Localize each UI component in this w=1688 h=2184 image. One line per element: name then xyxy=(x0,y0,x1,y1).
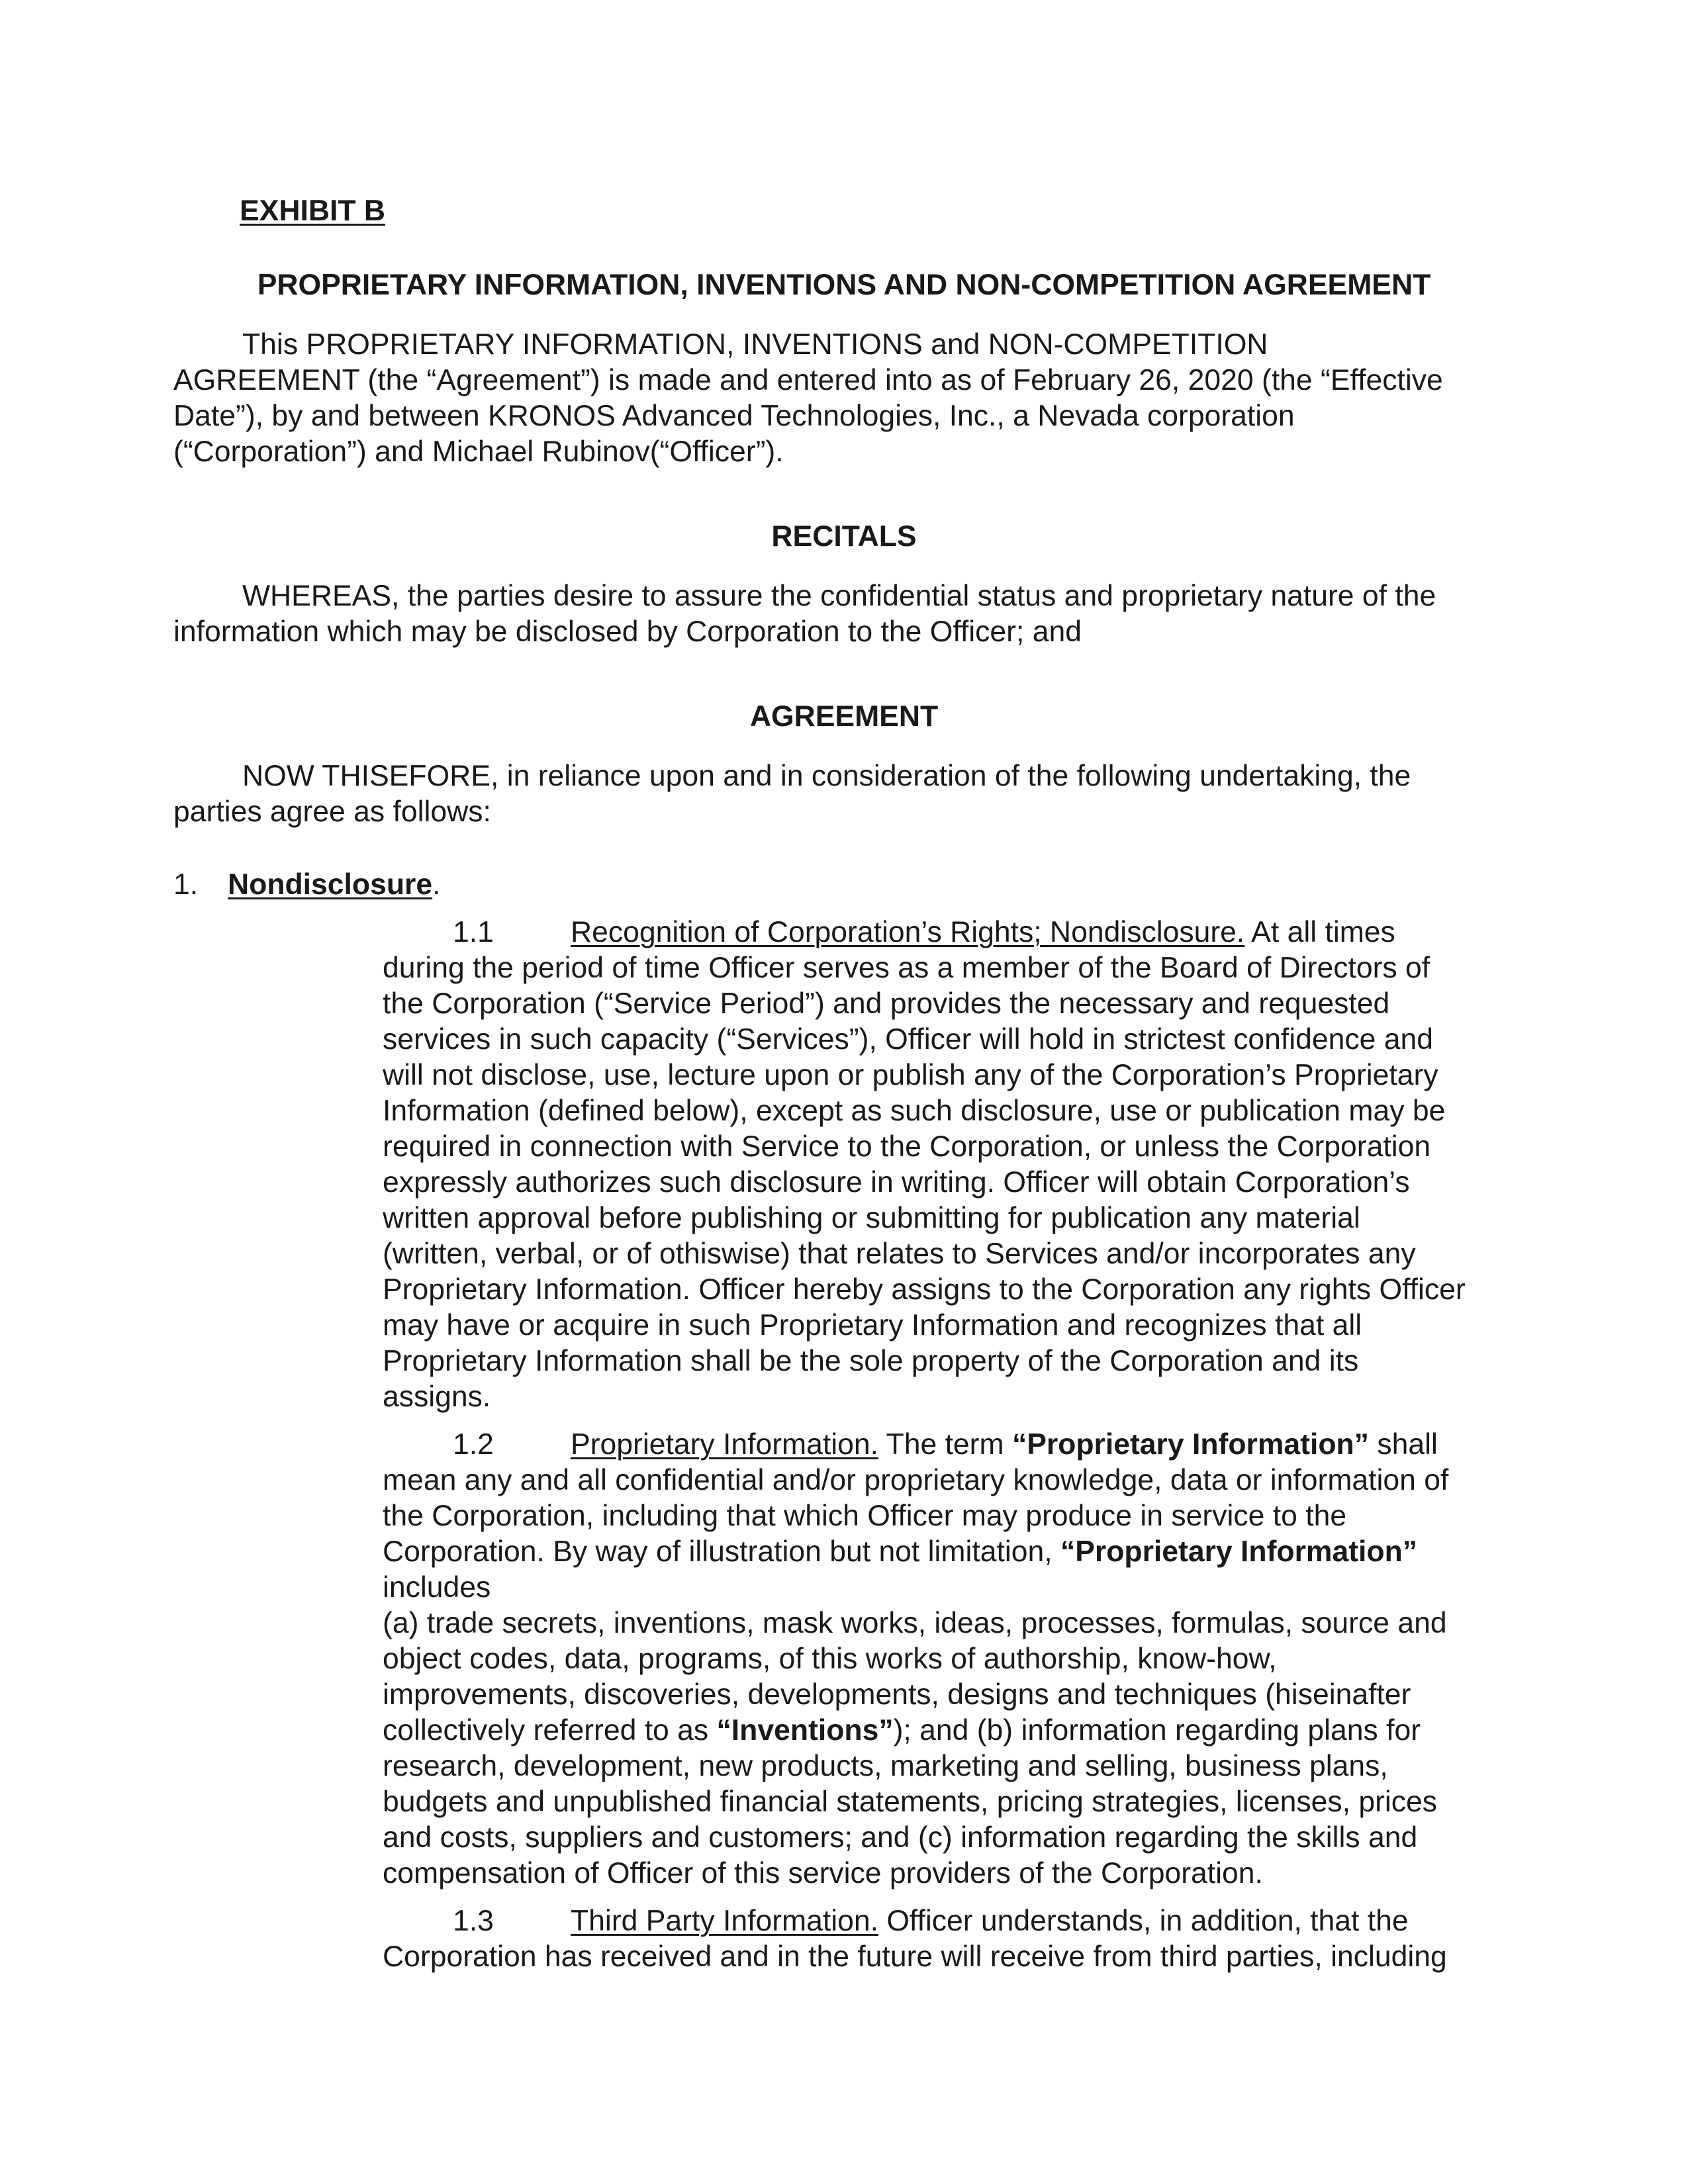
s1-3-number: 1.3 xyxy=(453,1905,494,1937)
s1-3-first-text: Officer understands, in addition, that the xyxy=(878,1905,1409,1937)
intro-line-3: Date”), by and between KRONOS Advanced Technologies, Inc., a Nevada corporation xyxy=(173,400,1295,432)
s1-2-line-9-term: “Inventions” xyxy=(716,1714,894,1747)
s1-1-number: 1.1 xyxy=(453,916,494,948)
s1-1-line-5: will not disclose, use, lecture upon or publish any of the Corporation’s Proprietary xyxy=(383,1059,1438,1091)
s1-1-line-9: written approval before publishing or submitting for publication any material xyxy=(383,1202,1360,1234)
recitals-heading: RECITALS xyxy=(771,520,917,553)
s1-2-line-4 xyxy=(383,1534,1417,1570)
s1-2-line-6: (a) trade secrets, inventions, mask works, ideas, processes, formulas, source and xyxy=(383,1607,1447,1639)
agreement-line-1: NOW THISEFORE, in reliance upon and in consideration of the following undertaking, the xyxy=(242,760,1411,792)
intro-line-2: AGREEMENT (the “Agreement”) is made and entered into as of February 26, 2020 (the “Effective xyxy=(173,364,1443,396)
s1-2-line-3: the Corporation, including that which Officer may produce in service to the xyxy=(383,1500,1347,1532)
s1-2-line-4-term: “Proprietary Information” xyxy=(1060,1535,1418,1568)
s1-2-line-7: object codes, data, programs, of this works of authorship, know-how, xyxy=(383,1643,1277,1675)
main-title: PROPRIETARY INFORMATION, INVENTIONS AND NON-COMPETITION AGREEMENT xyxy=(257,269,1431,301)
s1-1-line-13: Proprietary Information shall be the sole property of the Corporation and its xyxy=(383,1345,1359,1377)
s1-1-first-text: At all times xyxy=(1244,916,1395,948)
s1-2-line-4-text: Corporation. By way of illustration but not limitation, xyxy=(383,1535,1060,1568)
s1-3-line-2: Corporation has received and in the future will receive from third parties, including xyxy=(383,1940,1447,1973)
s1-2-line-10: research, development, new products, marketing and selling, business plans, xyxy=(383,1750,1388,1782)
s1-1-line-7: required in connection with Service to the Corporation, or unless the Corporation xyxy=(383,1130,1431,1163)
agreement-line-2: parties agree as follows: xyxy=(173,796,491,828)
s1-1-line-6: Information (defined below), except as such disclosure, use or publication may be xyxy=(383,1095,1446,1127)
s1-1-line-8: expressly authorizes such disclosure in writing. Officer will obtain Corporation’s xyxy=(383,1166,1410,1199)
s1-3-heading: Third Party Information. xyxy=(571,1905,878,1937)
s1-1-line-2: during the period of time Officer serves as a member of the Board of Directors of xyxy=(383,952,1430,984)
s1-1-line-12: may have or acquire in such Proprietary Information and recognizes that all xyxy=(383,1309,1362,1342)
s1-1-line-10: (written, verbal, or of othiswise) that relates to Services and/or incorporates any xyxy=(383,1238,1416,1270)
s1-2-line-9-text-c: ); and (b) information regarding plans for xyxy=(893,1714,1421,1747)
intro-line-4: (“Corporation”) and Michael Rubinov(“Officer”). xyxy=(173,435,784,468)
s1-2-line-2: mean any and all confidential and/or proprietary knowledge, data or information of xyxy=(383,1464,1449,1496)
recitals-line-1: WHEREAS, the parties desire to assure the confidential status and proprietary nature of the xyxy=(242,580,1436,612)
s1-2-line-13: compensation of Officer of this service providers of the Corporation. xyxy=(383,1857,1263,1889)
s1-2-line-9 xyxy=(383,1713,1421,1749)
s1-2-heading: Proprietary Information. xyxy=(571,1428,878,1461)
s1-1-first-line xyxy=(571,915,1395,951)
s1-1-heading: Recognition of Corporation’s Rights; Nondisclosure. xyxy=(571,916,1245,948)
s1-1-line-11: Proprietary Information. Officer hereby assigns to the Corporation any rights Officer xyxy=(383,1273,1466,1306)
section-1-period: . xyxy=(432,868,441,901)
section-1-title: Nondisclosure xyxy=(228,868,433,901)
agreement-heading: AGREEMENT xyxy=(749,700,939,733)
section-1-number: 1. xyxy=(173,868,199,901)
s1-1-line-3: the Corporation (“Service Period”) and provides the necessary and requested xyxy=(383,987,1390,1020)
s1-2-text-a: The term xyxy=(878,1428,1012,1461)
intro-line-1: This PROPRIETARY INFORMATION, INVENTIONS and NON-COMPETITION xyxy=(242,328,1268,361)
recitals-line-2: information which may be disclosed by Corporation to the Officer; and xyxy=(173,615,1082,648)
s1-2-line-9-text-a: collectively referred to as xyxy=(383,1714,717,1747)
s1-3-first-line xyxy=(571,1903,1409,1940)
s1-2-first-line xyxy=(571,1427,1438,1463)
section-1-heading xyxy=(228,867,440,903)
s1-1-line-14: assigns. xyxy=(383,1381,491,1413)
s1-2-line-12: and costs, suppliers and customers; and (c) information regarding the skills and xyxy=(383,1821,1418,1854)
s1-2-text-b: shall xyxy=(1368,1428,1438,1461)
s1-2-number: 1.2 xyxy=(453,1428,494,1461)
s1-2-term: “Proprietary Information” xyxy=(1011,1428,1369,1461)
s1-2-line-11: budgets and unpublished financial statements, pricing strategies, licenses, prices xyxy=(383,1786,1438,1818)
s1-2-line-8: improvements, discoveries, developments, designs and techniques (hiseinafter xyxy=(383,1678,1411,1711)
exhibit-title: EXHIBIT B xyxy=(240,195,386,227)
s1-1-line-4: services in such capacity (“Services”), Officer will hold in strictest confidence and xyxy=(383,1023,1433,1056)
s1-2-line-5: includes xyxy=(383,1571,491,1604)
